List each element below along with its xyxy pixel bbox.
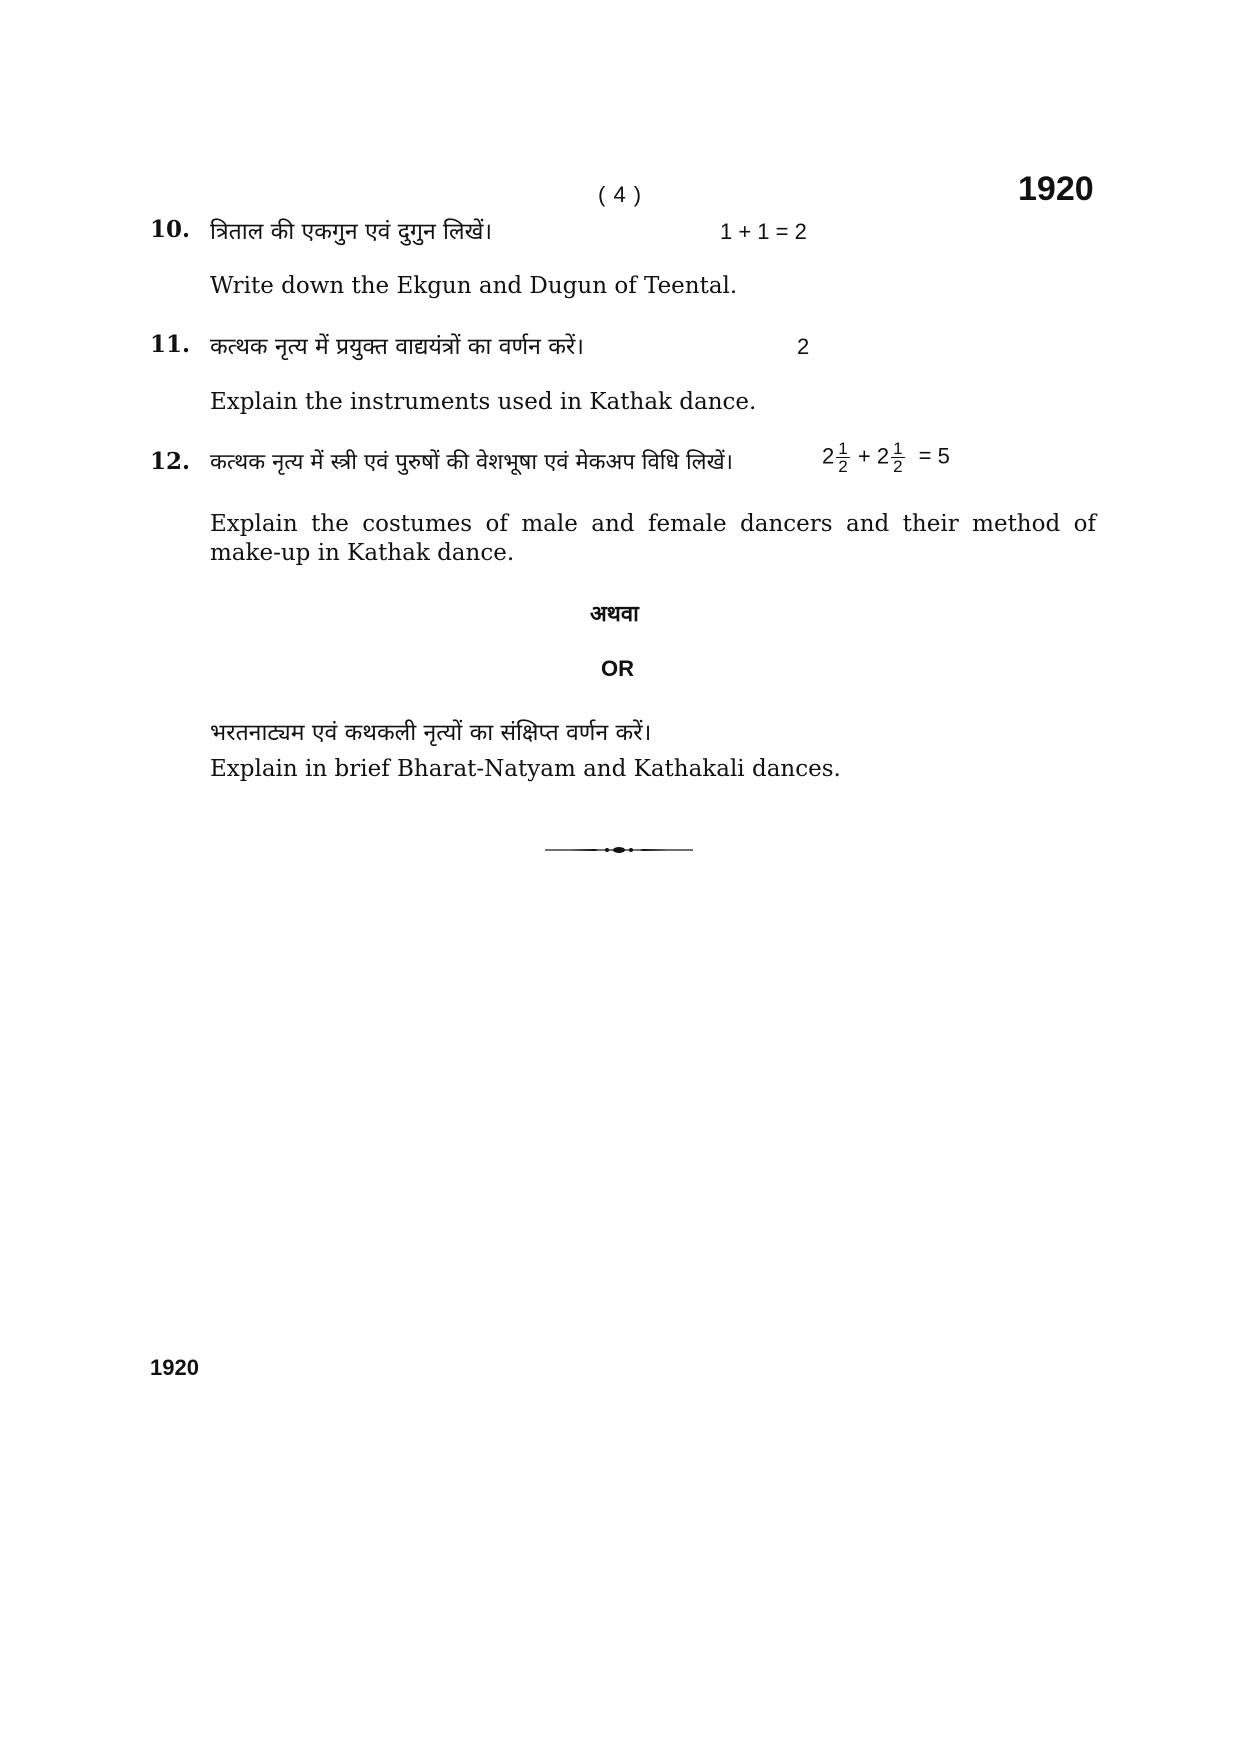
question-11-marks: 2 xyxy=(797,334,810,359)
fraction-a-numerator: 1 xyxy=(838,439,848,458)
fraction-a-denominator: 2 xyxy=(838,457,848,476)
question-12-hindi: कत्थक नृत्य में स्त्री एवं पुरुषों की वेशभूषा एवं मेकअप विधि लिखें। xyxy=(210,450,733,475)
question-12-english: Explain the costumes of male and female dancers and their method of make-up in Kathak dance. xyxy=(210,511,1096,566)
marks-equals: = xyxy=(918,443,932,469)
question-11-hindi: कत्थक नृत्य में प्रयुक्त वाद्ययंत्रों का वर्णन करें। xyxy=(210,334,584,360)
question-12-number: 12. xyxy=(150,448,191,475)
marks-whole-a: 2 xyxy=(822,443,835,469)
page-number: ( 4 ) xyxy=(598,182,643,207)
fraction-b-denominator: 2 xyxy=(893,457,903,476)
alternative-question-english: Explain in brief Bharat-Natyam and Kathakali dances. xyxy=(210,756,841,782)
question-10-number: 10. xyxy=(150,216,191,243)
fraction-a xyxy=(836,440,849,475)
marks-whole-b: 2 xyxy=(876,443,890,469)
question-12-marks xyxy=(822,440,950,475)
question-11-english: Explain the instruments used in Kathak dance. xyxy=(210,389,757,415)
or-label-hindi: अथवा xyxy=(590,602,639,627)
end-ornament xyxy=(545,843,693,857)
paper-code-footer: 1920 xyxy=(150,1355,199,1380)
paper-code-header: 1920 xyxy=(1018,170,1094,208)
or-label-english: OR xyxy=(601,656,634,681)
fraction-b xyxy=(891,440,904,475)
fraction-b-numerator: 1 xyxy=(893,439,903,458)
question-11-number: 11. xyxy=(150,331,191,358)
question-10-marks: 1 + 1 = 2 xyxy=(720,219,807,244)
marks-plus: + xyxy=(857,443,871,469)
alternative-question-hindi: भरतनाट्यम एवं कथकली नृत्यों का संक्षिप्त वर्णन करें। xyxy=(210,720,652,746)
marks-total: 5 xyxy=(937,443,950,469)
question-10-hindi: त्रिताल की एकगुन एवं दुगुन लिखें। xyxy=(210,219,493,245)
question-10-english: Write down the Ekgun and Dugun of Teental. xyxy=(210,273,738,299)
